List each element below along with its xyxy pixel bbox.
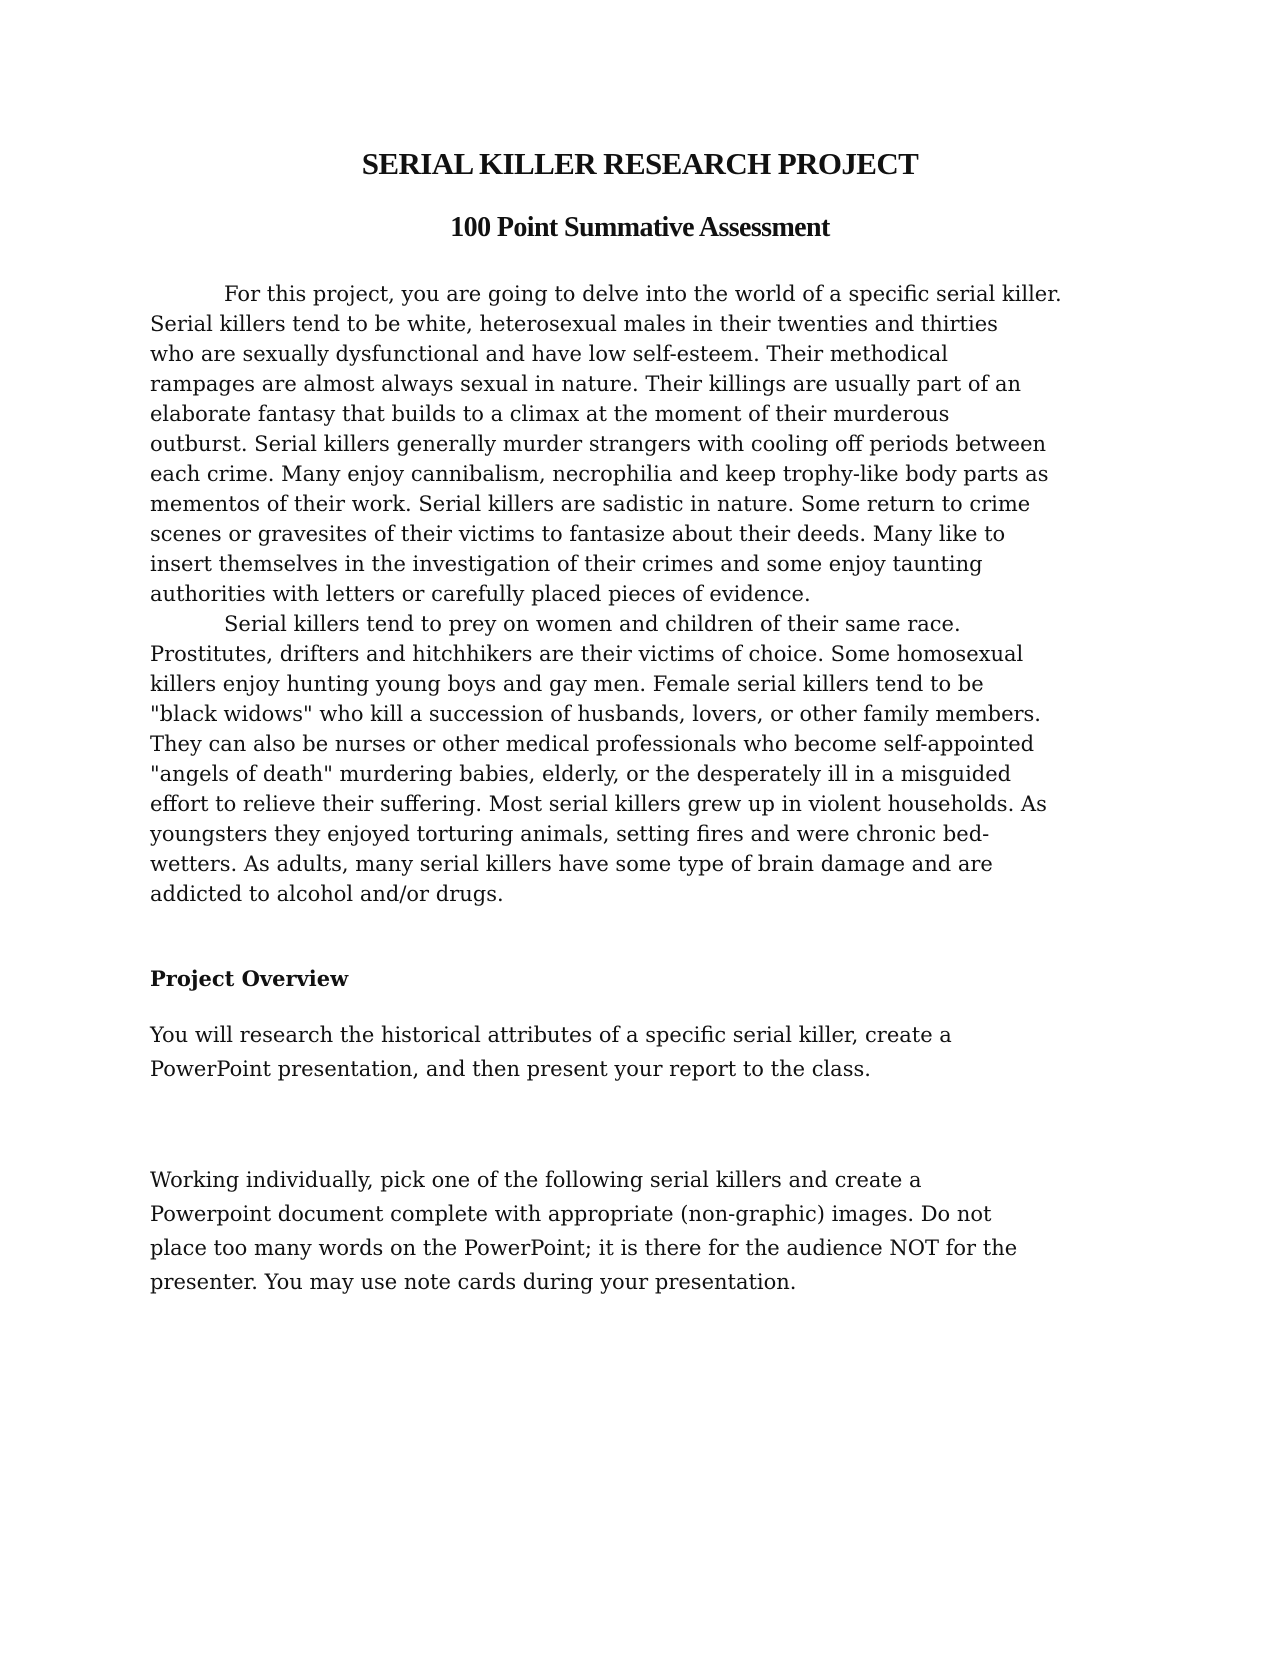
intro-line: "black widows" who kill a succession of husbands, lovers, or other family members. [150, 702, 1041, 726]
intro-line: rampages are almost always sexual in nature. Their killings are usually part of an [150, 372, 1022, 396]
intro-line: insert themselves in the investigation of their crimes and some enjoy taunting [150, 552, 983, 576]
overview-line: PowerPoint presentation, and then present your report to the class. [150, 1057, 871, 1081]
intro-line: For this project, you are going to delve into the world of a specific serial killer. [224, 282, 1062, 306]
intro-line: authorities with letters or carefully placed pieces of evidence. [150, 582, 811, 606]
intro-line: effort to relieve their suffering. Most serial killers grew up in violent households. As [150, 792, 1047, 816]
intro-body [150, 279, 1150, 909]
intro-line: elaborate fantasy that builds to a climax at the moment of their murderous [150, 402, 950, 426]
intro-line: scenes or gravesites of their victims to fantasize about their deeds. Many like to [150, 522, 1006, 546]
intro-line: "angels of death" murdering babies, elderly, or the desperately ill in a misguided [150, 762, 1012, 786]
intro-line: Serial killers tend to prey on women and children of their same race. [224, 612, 961, 636]
instructions-paragraph [150, 1163, 1150, 1299]
overview-paragraph [150, 1018, 1150, 1086]
intro-line: each crime. Many enjoy cannibalism, necrophilia and keep trophy-like body parts as [150, 462, 1049, 486]
intro-line: youngsters they enjoyed torturing animals, setting fires and were chronic bed- [150, 822, 990, 846]
intro-line: who are sexually dysfunctional and have low self-esteem. Their methodical [150, 342, 948, 366]
intro-line: They can also be nurses or other medical professionals who become self-appointed [150, 732, 1035, 756]
instructions-line: place too many words on the PowerPoint; it is there for the audience NOT for the [150, 1236, 1018, 1260]
intro-line: Prostitutes, drifters and hitchhikers are their victims of choice. Some homosexual [150, 642, 1024, 666]
overview-line: You will research the historical attributes of a specific serial killer, create a [150, 1023, 952, 1047]
intro-line: wetters. As adults, many serial killers have some type of brain damage and are [150, 852, 993, 876]
instructions-line: Powerpoint document complete with appropriate (non-graphic) images. Do not [150, 1202, 992, 1226]
instructions-line: presenter. You may use note cards during your presentation. [150, 1270, 797, 1294]
project-overview-heading: Project Overview [150, 966, 349, 991]
intro-line: mementos of their work. Serial killers are sadistic in nature. Some return to crime [150, 492, 1031, 516]
document-title: SERIAL KILLER RESEARCH PROJECT [361, 146, 919, 181]
document-subtitle: 100 Point Summative Assessment [450, 212, 830, 243]
instructions-line: Working individually, pick one of the following serial killers and create a [150, 1168, 922, 1192]
intro-line: addicted to alcohol and/or drugs. [150, 882, 504, 906]
intro-line: killers enjoy hunting young boys and gay men. Female serial killers tend to be [150, 672, 984, 696]
intro-line: Serial killers tend to be white, heterosexual males in their twenties and thirties [150, 312, 998, 336]
intro-line: outburst. Serial killers generally murder strangers with cooling off periods between [150, 432, 1047, 456]
